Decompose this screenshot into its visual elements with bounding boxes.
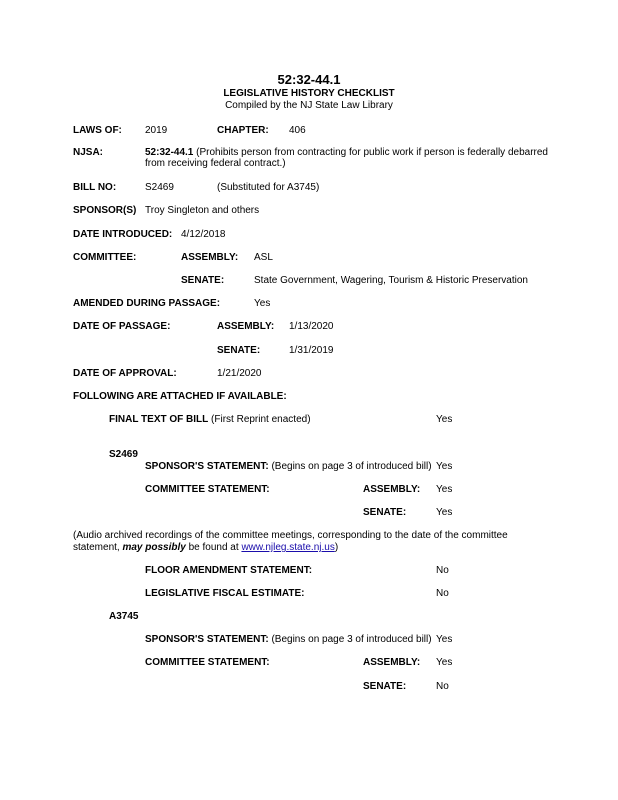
a3745-assembly-label: ASSEMBLY: [363, 657, 421, 668]
s2469-assembly-value: Yes [436, 484, 453, 495]
committee-senate-label: SENATE: [181, 275, 225, 286]
sponsors-value: Troy Singleton and others [145, 205, 260, 216]
a3745-committee-label: COMMITTEE STATEMENT: [145, 657, 270, 668]
date-of-approval-label: DATE OF APPROVAL: [73, 368, 177, 379]
bill-no-label: BILL NO: [73, 182, 117, 193]
audio-note-suffix: ) [334, 542, 339, 553]
final-text-note: (First Reprint enacted) [208, 414, 311, 425]
passage-senate-value: 1/31/2019 [289, 345, 334, 356]
s2469-label: S2469 [109, 449, 138, 460]
final-text-label: FINAL TEXT OF BILL [109, 414, 209, 425]
date-introduced-value: 4/12/2018 [181, 229, 226, 240]
committee-assembly-label: ASSEMBLY: [181, 252, 239, 263]
a3745-sponsor-note: (Begins on page 3 of introduced bill) [268, 634, 432, 645]
final-text-value: Yes [436, 414, 453, 425]
a3745-sponsor-line [145, 634, 432, 646]
njleg-link[interactable]: www.njleg.state.nj.us [241, 542, 335, 553]
audio-note-line2 [73, 542, 338, 554]
bill-no-value: S2469 [145, 182, 174, 193]
floor-amendment-label: FLOOR AMENDMENT STATEMENT: [145, 565, 313, 576]
laws-of-label: LAWS OF: [73, 125, 122, 136]
date-of-passage-label: DATE OF PASSAGE: [73, 321, 171, 332]
audio-note-mid: be found at [185, 542, 242, 553]
laws-of-value: 2019 [145, 125, 168, 136]
following-attached-heading: FOLLOWING ARE ATTACHED IF AVAILABLE: [73, 391, 287, 402]
chapter-label: CHAPTER: [217, 125, 269, 136]
a3745-senate-value: No [436, 681, 449, 692]
s2469-sponsor-label: SPONSOR'S STATEMENT: [145, 461, 269, 472]
passage-senate-label: SENATE: [217, 345, 261, 356]
fiscal-estimate-value: No [436, 588, 449, 599]
bill-no-note: (Substituted for A3745) [217, 182, 320, 193]
audio-note-prefix: statement, [73, 542, 123, 553]
committee-assembly-value: ASL [254, 252, 273, 263]
committee-senate-value: State Government, Wagering, Tourism & Historic Preservation [254, 275, 528, 286]
committee-label: COMMITTEE: [73, 252, 137, 263]
passage-assembly-label: ASSEMBLY: [217, 321, 275, 332]
s2469-assembly-label: ASSEMBLY: [363, 484, 421, 495]
njsa-desc-line2: from receiving federal contract.) [145, 158, 286, 169]
a3745-sponsor-label: SPONSOR'S STATEMENT: [145, 634, 269, 645]
compiled-by: Compiled by the NJ State Law Library [225, 100, 393, 111]
date-introduced-label: DATE INTRODUCED: [73, 229, 173, 240]
njsa-code: 52:32-44.1 [145, 147, 194, 158]
njsa-label: NJSA: [73, 147, 104, 158]
s2469-committee-label: COMMITTEE STATEMENT: [145, 484, 270, 495]
document-subtitle: LEGISLATIVE HISTORY CHECKLIST [223, 88, 395, 99]
s2469-sponsor-note: (Begins on page 3 of introduced bill) [268, 461, 432, 472]
floor-amendment-value: No [436, 565, 449, 576]
final-text-line [109, 414, 311, 426]
sponsors-label: SPONSOR(S) [73, 205, 137, 216]
passage-assembly-value: 1/13/2020 [289, 321, 334, 332]
s2469-sponsor-value: Yes [436, 461, 453, 472]
s2469-senate-value: Yes [436, 507, 453, 518]
a3745-sponsor-value: Yes [436, 634, 453, 645]
amended-label: AMENDED DURING PASSAGE: [73, 298, 221, 309]
audio-note-emphasis: may possibly [122, 542, 186, 553]
a3745-senate-label: SENATE: [363, 681, 407, 692]
date-of-approval-value: 1/21/2020 [217, 368, 262, 379]
a3745-label: A3745 [109, 611, 139, 622]
s2469-senate-label: SENATE: [363, 507, 407, 518]
chapter-value: 406 [289, 125, 306, 136]
audio-note-line1: (Audio archived recordings of the committee meetings, corresponding to the date of the committee [73, 530, 508, 541]
njsa-desc-line1: (Prohibits person from contracting for public work if person is federally debarred [193, 147, 548, 158]
amended-value: Yes [254, 298, 271, 309]
s2469-sponsor-line [145, 461, 432, 473]
document-title: 52:32-44.1 [277, 72, 341, 87]
fiscal-estimate-label: LEGISLATIVE FISCAL ESTIMATE: [145, 588, 305, 599]
a3745-assembly-value: Yes [436, 657, 453, 668]
